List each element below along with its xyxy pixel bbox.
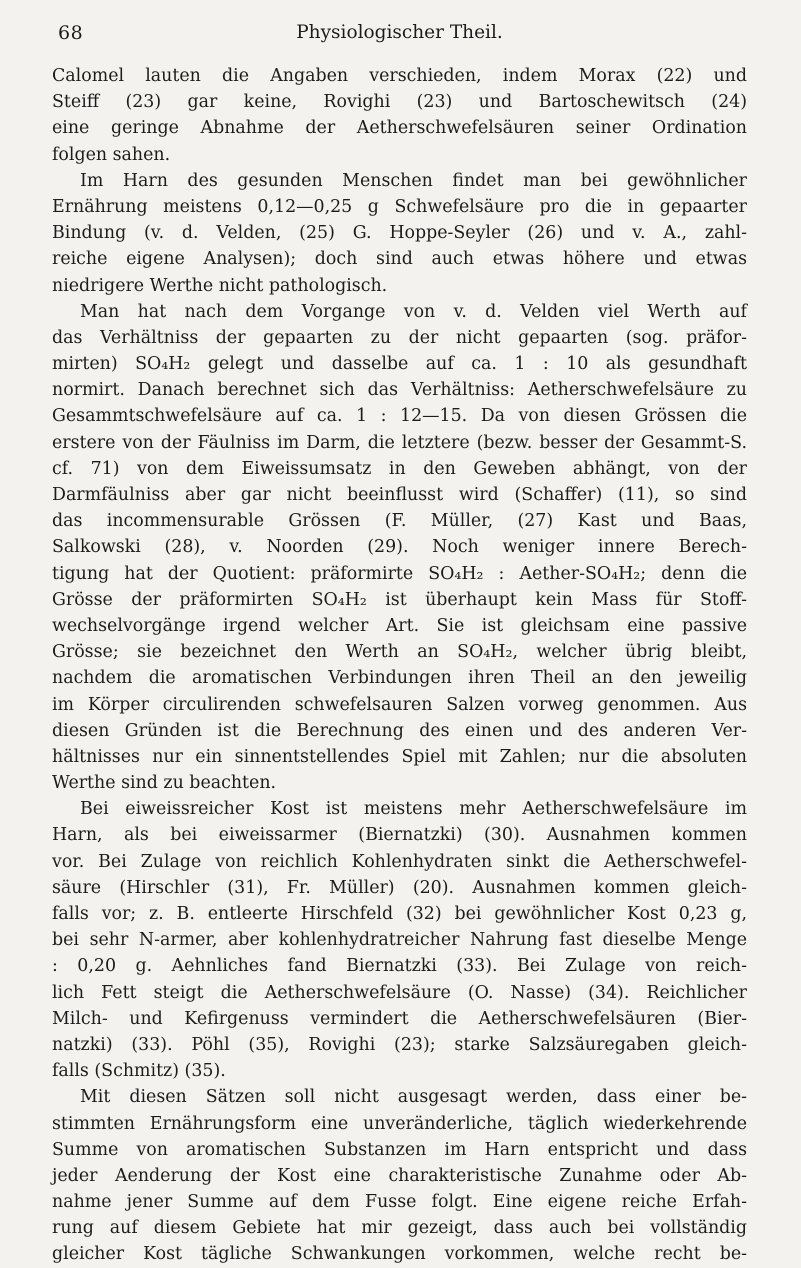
text-line: : 0,20 g. Aehnliches fand Biernatzki (33). Bei Zulage von reich- <box>52 956 747 977</box>
text-line: rung auf diesem Gebiete hat mir gezeigt, dass auch bei vollständig <box>52 1218 747 1239</box>
paragraph <box>52 299 747 797</box>
text-line: Darmfäulniss aber gar nicht beeinflusst wird (Schaffer) (11), so sind <box>52 485 747 505</box>
text-line: Bei eiweissreicher Kost ist meistens mehr Aetherschwefelsäure im <box>80 799 747 820</box>
text-line: tigung hat der Quotient: präformirte SO₄H₂ : Aether-SO₄H₂; denn die <box>52 563 747 584</box>
text-line: niedrigere Werthe nicht pathologisch. <box>52 275 388 296</box>
page-header <box>52 18 747 52</box>
text-line: natzki) (33). Pöhl (35), Rovighi (23); starke Salzsäuregaben gleich- <box>52 1034 747 1055</box>
text-line: bei sehr N-armer, aber kohlenhydratreicher Nahrung fast dieselbe Menge <box>52 930 747 951</box>
text-line: diesen Gründen ist die Berechnung des einen und des anderen Ver- <box>52 720 747 741</box>
text-line: falls vor; z. B. entleerte Hirschfeld (32) bei gewöhnlicher Kost 0,23 g, <box>52 904 747 924</box>
text-line: Calomel lauten die Angaben verschieden, indem Morax (22) und <box>52 66 747 86</box>
text-line: gleicher Kost tägliche Schwankungen vorkommen, welche recht be- <box>52 1244 747 1265</box>
text-line: eine geringe Abnahme der Aetherschwefelsäuren seiner Ordination <box>52 118 747 139</box>
text-line: falls (Schmitz) (35). <box>52 1061 226 1082</box>
text-line: säure (Hirschler (31), Fr. Müller) (20). Ausnahmen kommen gleich- <box>52 877 747 898</box>
text-line: folgen sahen. <box>52 144 171 165</box>
text-line: Gesammtschwefelsäure auf ca. 1 : 12—15. Da von diesen Grössen die <box>52 406 747 427</box>
text-line: Grösse; sie bezeichnet den Werth an SO₄H₂, welcher übrig bleibt, <box>52 642 747 663</box>
text-line: mirten) SO₄H₂ gelegt und dasselbe auf ca. 1 : 10 als gesundhaft <box>52 354 747 375</box>
text-line: Mit diesen Sätzen soll nicht ausgesagt werden, dass einer be- <box>80 1087 747 1108</box>
page-number: 68 <box>58 22 84 44</box>
text-line: Grösse der präformirten SO₄H₂ ist überhaupt kein Mass für Stoff- <box>52 589 747 610</box>
text-line: Summe von aromatischen Substanzen im Harn entspricht und dass <box>52 1139 747 1160</box>
text-line: Im Harn des gesunden Menschen findet man bei gewöhnlicher <box>80 170 747 191</box>
running-title: Physiologischer Theil. <box>296 22 503 43</box>
text-line: wechselvorgänge irgend welcher Art. Sie ist gleichsam eine passive <box>52 615 747 636</box>
text-line: im Körper circulirenden schwefelsauren Salzen vorweg genommen. Aus <box>52 694 747 715</box>
text-line: Bindung (v. d. Velden, (25) G. Hoppe-Seyler (26) und v. A., zahl- <box>52 223 747 244</box>
text-line: Steiff (23) gar keine, Rovighi (23) und Bartoschewitsch (24) <box>52 92 747 113</box>
text-line: cf. 71) von dem Eiweissumsatz in den Geweben abhängt, von der <box>52 458 747 479</box>
paragraph <box>52 168 747 299</box>
text-line: reiche eigene Analysen); doch sind auch etwas höhere und etwas <box>52 249 747 270</box>
paragraph <box>52 796 747 1084</box>
paragraph <box>52 63 747 168</box>
text-line: hältnisses nur ein sinnentstellendes Spiel mit Zahlen; nur die absoluten <box>52 746 747 767</box>
text-line: nahme jener Summe auf dem Fusse folgt. Eine eigene reiche Erfah- <box>52 1192 747 1213</box>
text-line: erstere von der Fäulniss im Darm, die letztere (bezw. besser der Gesammt-S. <box>52 432 747 453</box>
text-line: nachdem die aromatischen Verbindungen ihren Theil an den jeweilig <box>52 668 747 689</box>
text-line: Harn, als bei eiweissarmer (Biernatzki) (30). Ausnahmen kommen <box>52 825 747 846</box>
text-line: das Verhältniss der gepaarten zu der nicht gepaarten (sog. präfor- <box>52 327 747 348</box>
text-line: Salkowski (28), v. Noorden (29). Noch weniger innere Berech- <box>52 537 747 558</box>
text-line: Man hat nach dem Vorgange von v. d. Velden viel Werth auf <box>80 301 747 322</box>
book-page <box>52 18 747 1268</box>
text-line: vor. Bei Zulage von reichlich Kohlenhydraten sinkt die Aetherschwefel- <box>52 851 747 872</box>
text-line: Ernährung meistens 0,12—0,25 g Schwefelsäure pro die in gepaarter <box>52 196 747 217</box>
text-line: lich Fett steigt die Aetherschwefelsäure (O. Nasse) (34). Reichlicher <box>52 982 747 1003</box>
text-line: Werthe sind zu beachten. <box>52 773 277 794</box>
text-line: das incommensurable Grössen (F. Müller, (27) Kast und Baas, <box>52 511 747 532</box>
text-line: stimmten Ernährungsform eine unveränderliche, täglich wiederkehrende <box>52 1113 747 1134</box>
body-text <box>52 63 747 1268</box>
text-line: jeder Aenderung der Kost eine charakteristische Zunahme oder Ab- <box>52 1165 747 1186</box>
text-line: normirt. Danach berechnet sich das Verhältniss: Aetherschwefelsäure zu <box>52 380 747 401</box>
paragraph <box>52 1084 747 1267</box>
text-line: Milch- und Kefirgenuss vermindert die Aetherschwefelsäuren (Bier- <box>52 1008 747 1029</box>
